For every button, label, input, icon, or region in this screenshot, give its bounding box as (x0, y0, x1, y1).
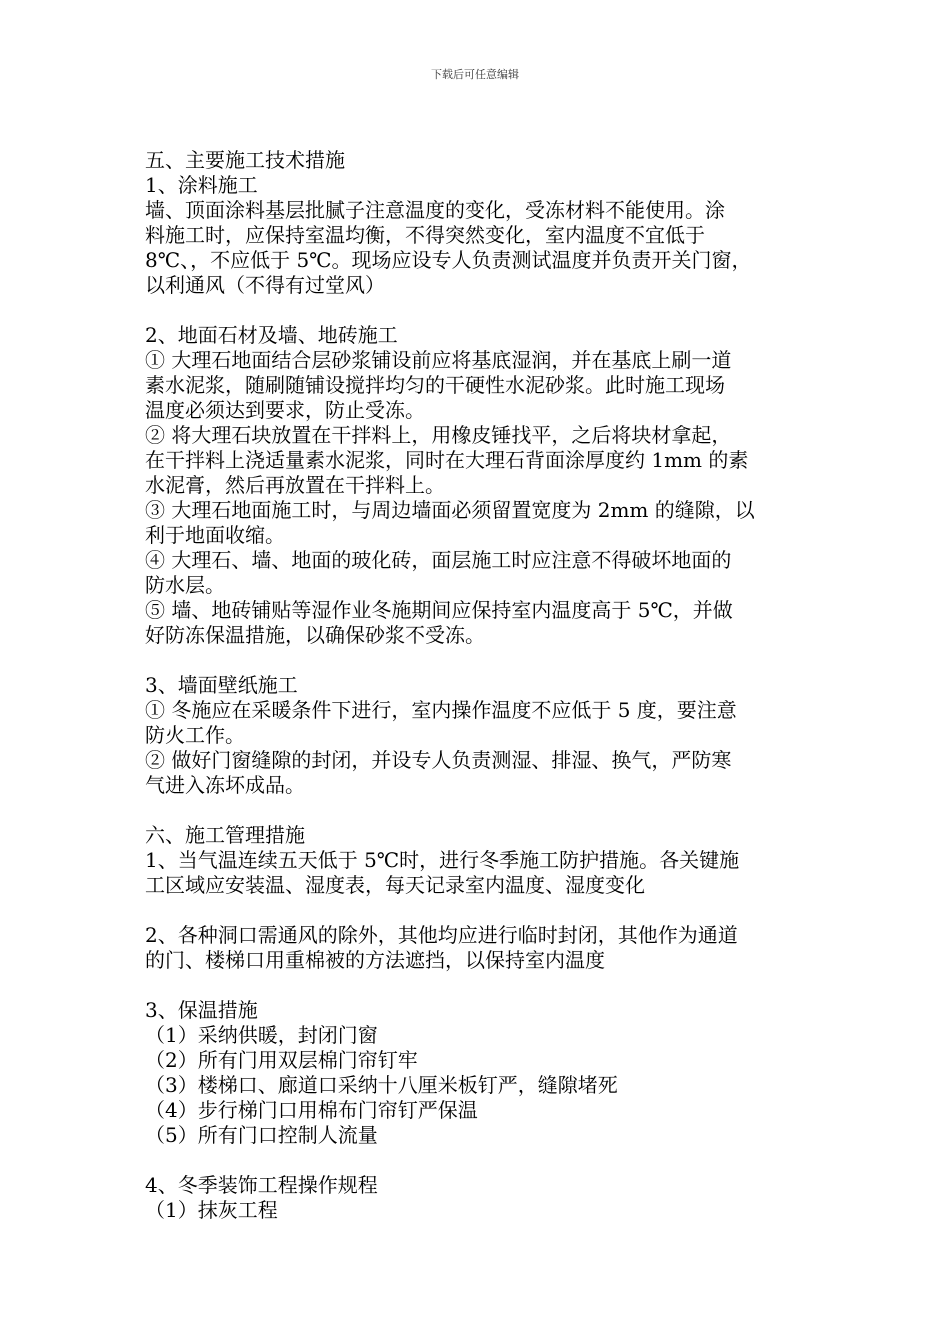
paragraph-line: 好防冻保温措施，以确保砂浆不受冻。 (145, 623, 485, 647)
paragraph-line: 料施工时，应保持室温均衡，不得突然变化，室内温度不宜低于 (145, 223, 705, 247)
paragraph-line: 的门、楼梯口用重棉被的方法遮挡，以保持室内温度 (145, 948, 605, 972)
blank-line (145, 298, 811, 323)
paragraph-line: ① 冬施应在采暖条件下进行，室内操作温度不应低于 5 度，要注意 (145, 698, 737, 722)
paragraph-line: 工区域应安装温、湿度表，每天记录室内温度、湿度变化 (145, 873, 645, 897)
paragraph-line: ⑤ 墙、地砖铺贴等湿作业冬施期间应保持室内温度高于 5℃，并做 (145, 598, 733, 622)
section-stone-tile (145, 323, 811, 648)
paragraph-line: 气进入冻坏成品。 (145, 773, 305, 797)
section-wallpaper (145, 673, 811, 798)
paragraph-line: ④ 大理石、墙、地面的玻化砖，面层施工时应注意不得破坏地面的 (145, 548, 732, 572)
paragraph-line: 以利通风（不得有过堂风） (145, 273, 385, 297)
section-heading: 3、保温措施 (145, 998, 258, 1022)
page-header: 下载后可任意编辑 (431, 68, 519, 81)
paragraph-line: 温度必须达到要求，防止受冻。 (145, 398, 425, 422)
paragraph-line: 2、各种洞口需通风的除外，其他均应进行临时封闭，其他作为通道 (145, 923, 738, 947)
section-heading: 3、墙面壁纸施工 (145, 673, 298, 697)
document-body (145, 148, 811, 1223)
blank-line (145, 648, 811, 673)
section-heading: 4、冬季装饰工程操作规程 (145, 1173, 378, 1197)
section-procedures (145, 1173, 811, 1223)
section-heading: 1、涂料施工 (145, 173, 258, 197)
list-item: （2）所有门用双层棉门帘钉牢 (145, 1048, 418, 1072)
paragraph-line: 8℃、，不应低于 5℃。现场应设专人负责测试温度并负责开关门窗， (145, 248, 752, 272)
paragraph-line: 1、当气温连续五天低于 5℃时，进行冬季施工防护措施。各关键施 (145, 848, 740, 872)
section-insulation (145, 998, 811, 1148)
list-item: （5）所有门口控制人流量 (145, 1123, 378, 1147)
list-item: （1）抹灰工程 (145, 1198, 278, 1222)
blank-line (145, 798, 811, 823)
chapter-heading: 六、施工管理措施 (145, 823, 305, 847)
paragraph-line: 防火工作。 (145, 723, 245, 747)
section-openings (145, 923, 811, 973)
paragraph-line: ② 将大理石块放置在干拌料上，用橡皮锤找平，之后将块材拿起， (145, 423, 732, 447)
paragraph-line: 防水层。 (145, 573, 225, 597)
list-item: （3）楼梯口、廊道口采纳十八厘米板钉严，缝隙堵死 (145, 1073, 618, 1097)
blank-line (145, 973, 811, 998)
paragraph-line: ② 做好门窗缝隙的封闭，并设专人负责测湿、排湿、换气，严防寒 (145, 748, 732, 772)
blank-line (145, 1148, 811, 1173)
blank-line (145, 898, 811, 923)
paragraph-line: 利于地面收缩。 (145, 523, 285, 547)
paragraph-line: ① 大理石地面结合层砂浆铺设前应将基底湿润，并在基底上刷一道 (145, 348, 732, 372)
list-item: （4）步行梯门口用棉布门帘钉严保温 (145, 1098, 478, 1122)
list-item: （1）采纳供暖，封闭门窗 (145, 1023, 378, 1047)
section-management (145, 823, 811, 898)
paragraph-line: 在干拌料上浇适量素水泥浆，同时在大理石背面涂厚度约 1mm 的素 (145, 448, 749, 472)
section-coating (145, 148, 811, 298)
paragraph-line: 水泥膏，然后再放置在干拌料上。 (145, 473, 445, 497)
section-heading: 2、地面石材及墙、地砖施工 (145, 323, 398, 347)
paragraph-line: 素水泥浆，随刷随铺设搅拌均匀的干硬性水泥砂浆。此时施工现场 (145, 373, 725, 397)
paragraph-line: ③ 大理石地面施工时，与周边墙面必须留置宽度为 2mm 的缝隙，以 (145, 498, 755, 522)
chapter-heading: 五、主要施工技术措施 (145, 148, 345, 172)
paragraph-line: 墙、顶面涂料基层批腻子注意温度的变化，受冻材料不能使用。涂 (145, 198, 725, 222)
